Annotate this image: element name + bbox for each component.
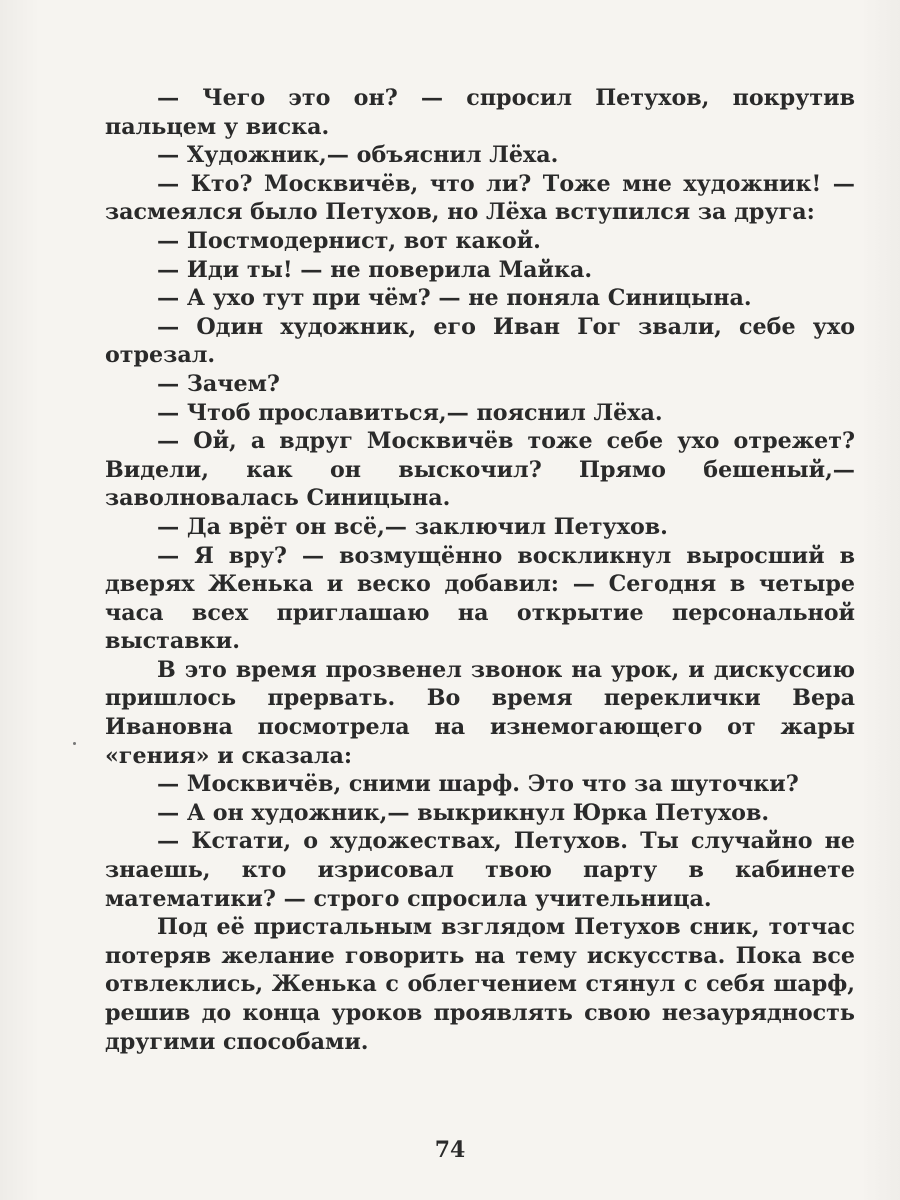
paragraph: — Постмодернист, вот какой. — [157, 227, 541, 254]
paragraph: — Да врёт он всё,— заключил Петухов. — [157, 513, 668, 540]
paragraph: — Художник,— объяснил Лёха. — [157, 142, 559, 169]
paragraph: — Иди ты! — не поверила Майка. — [157, 256, 593, 283]
paragraph: — Зачем? — [157, 370, 280, 397]
paragraph: В это время прозвенел звонок на урок, и дискуссию пришлось прервать. Во время переклички Вера Ивановна посмотрела на изнемогающего от жары «гения» и сказала: — [105, 656, 855, 769]
paragraph: — Я вру? — возмущённо воскликнул выросший в дверях Женька и веско добавил: — Сегодня в четыре часа всех приглашаю на открытие персональной выставки. — [105, 542, 855, 655]
page-number: 74 — [434, 1137, 466, 1163]
paragraph: — А ухо тут при чём? — не поняла Синицына. — [157, 285, 752, 312]
paragraph: — Москвичёв, сними шарф. Это что за шуточки? — [157, 771, 799, 798]
paragraph: — Кстати, о художествах, Петухов. Ты случайно не знаешь, кто изрисовал твою парту в кабинете математики? — строго спросила учительница. — [105, 828, 855, 912]
paragraph: Под её пристальным взглядом Петухов сник, тотчас потеряв желание говорить на тему искусства. Пока все отвлеклись, Женька с облегчением стянул с себя шарф, решив до конца уроков проявлять свою незаурядность другими способами. — [105, 914, 855, 1055]
paragraph: — Кто? Москвичёв, что ли? Тоже мне художник! — засмеялся было Петухов, но Лёха вступился за друга: — [105, 170, 855, 226]
paragraph: — Чтоб прославиться,— пояснил Лёха. — [157, 399, 663, 426]
print-speck — [73, 742, 76, 745]
paragraph: — Один художник, его Иван Гог звали, себе ухо отрезал. — [105, 313, 855, 369]
paragraph: — А он художник,— выкрикнул Юрка Петухов. — [157, 799, 770, 826]
page-text — [105, 84, 855, 1056]
paragraph: — Чего это он? — спросил Петухов, покрутив пальцем у виска. — [105, 85, 855, 140]
paragraph: — Ой, а вдруг Москвичёв тоже себе ухо отрежет? Видели, как он выскочил? Прямо бешеный,— заволновалась Синицына. — [105, 428, 855, 512]
